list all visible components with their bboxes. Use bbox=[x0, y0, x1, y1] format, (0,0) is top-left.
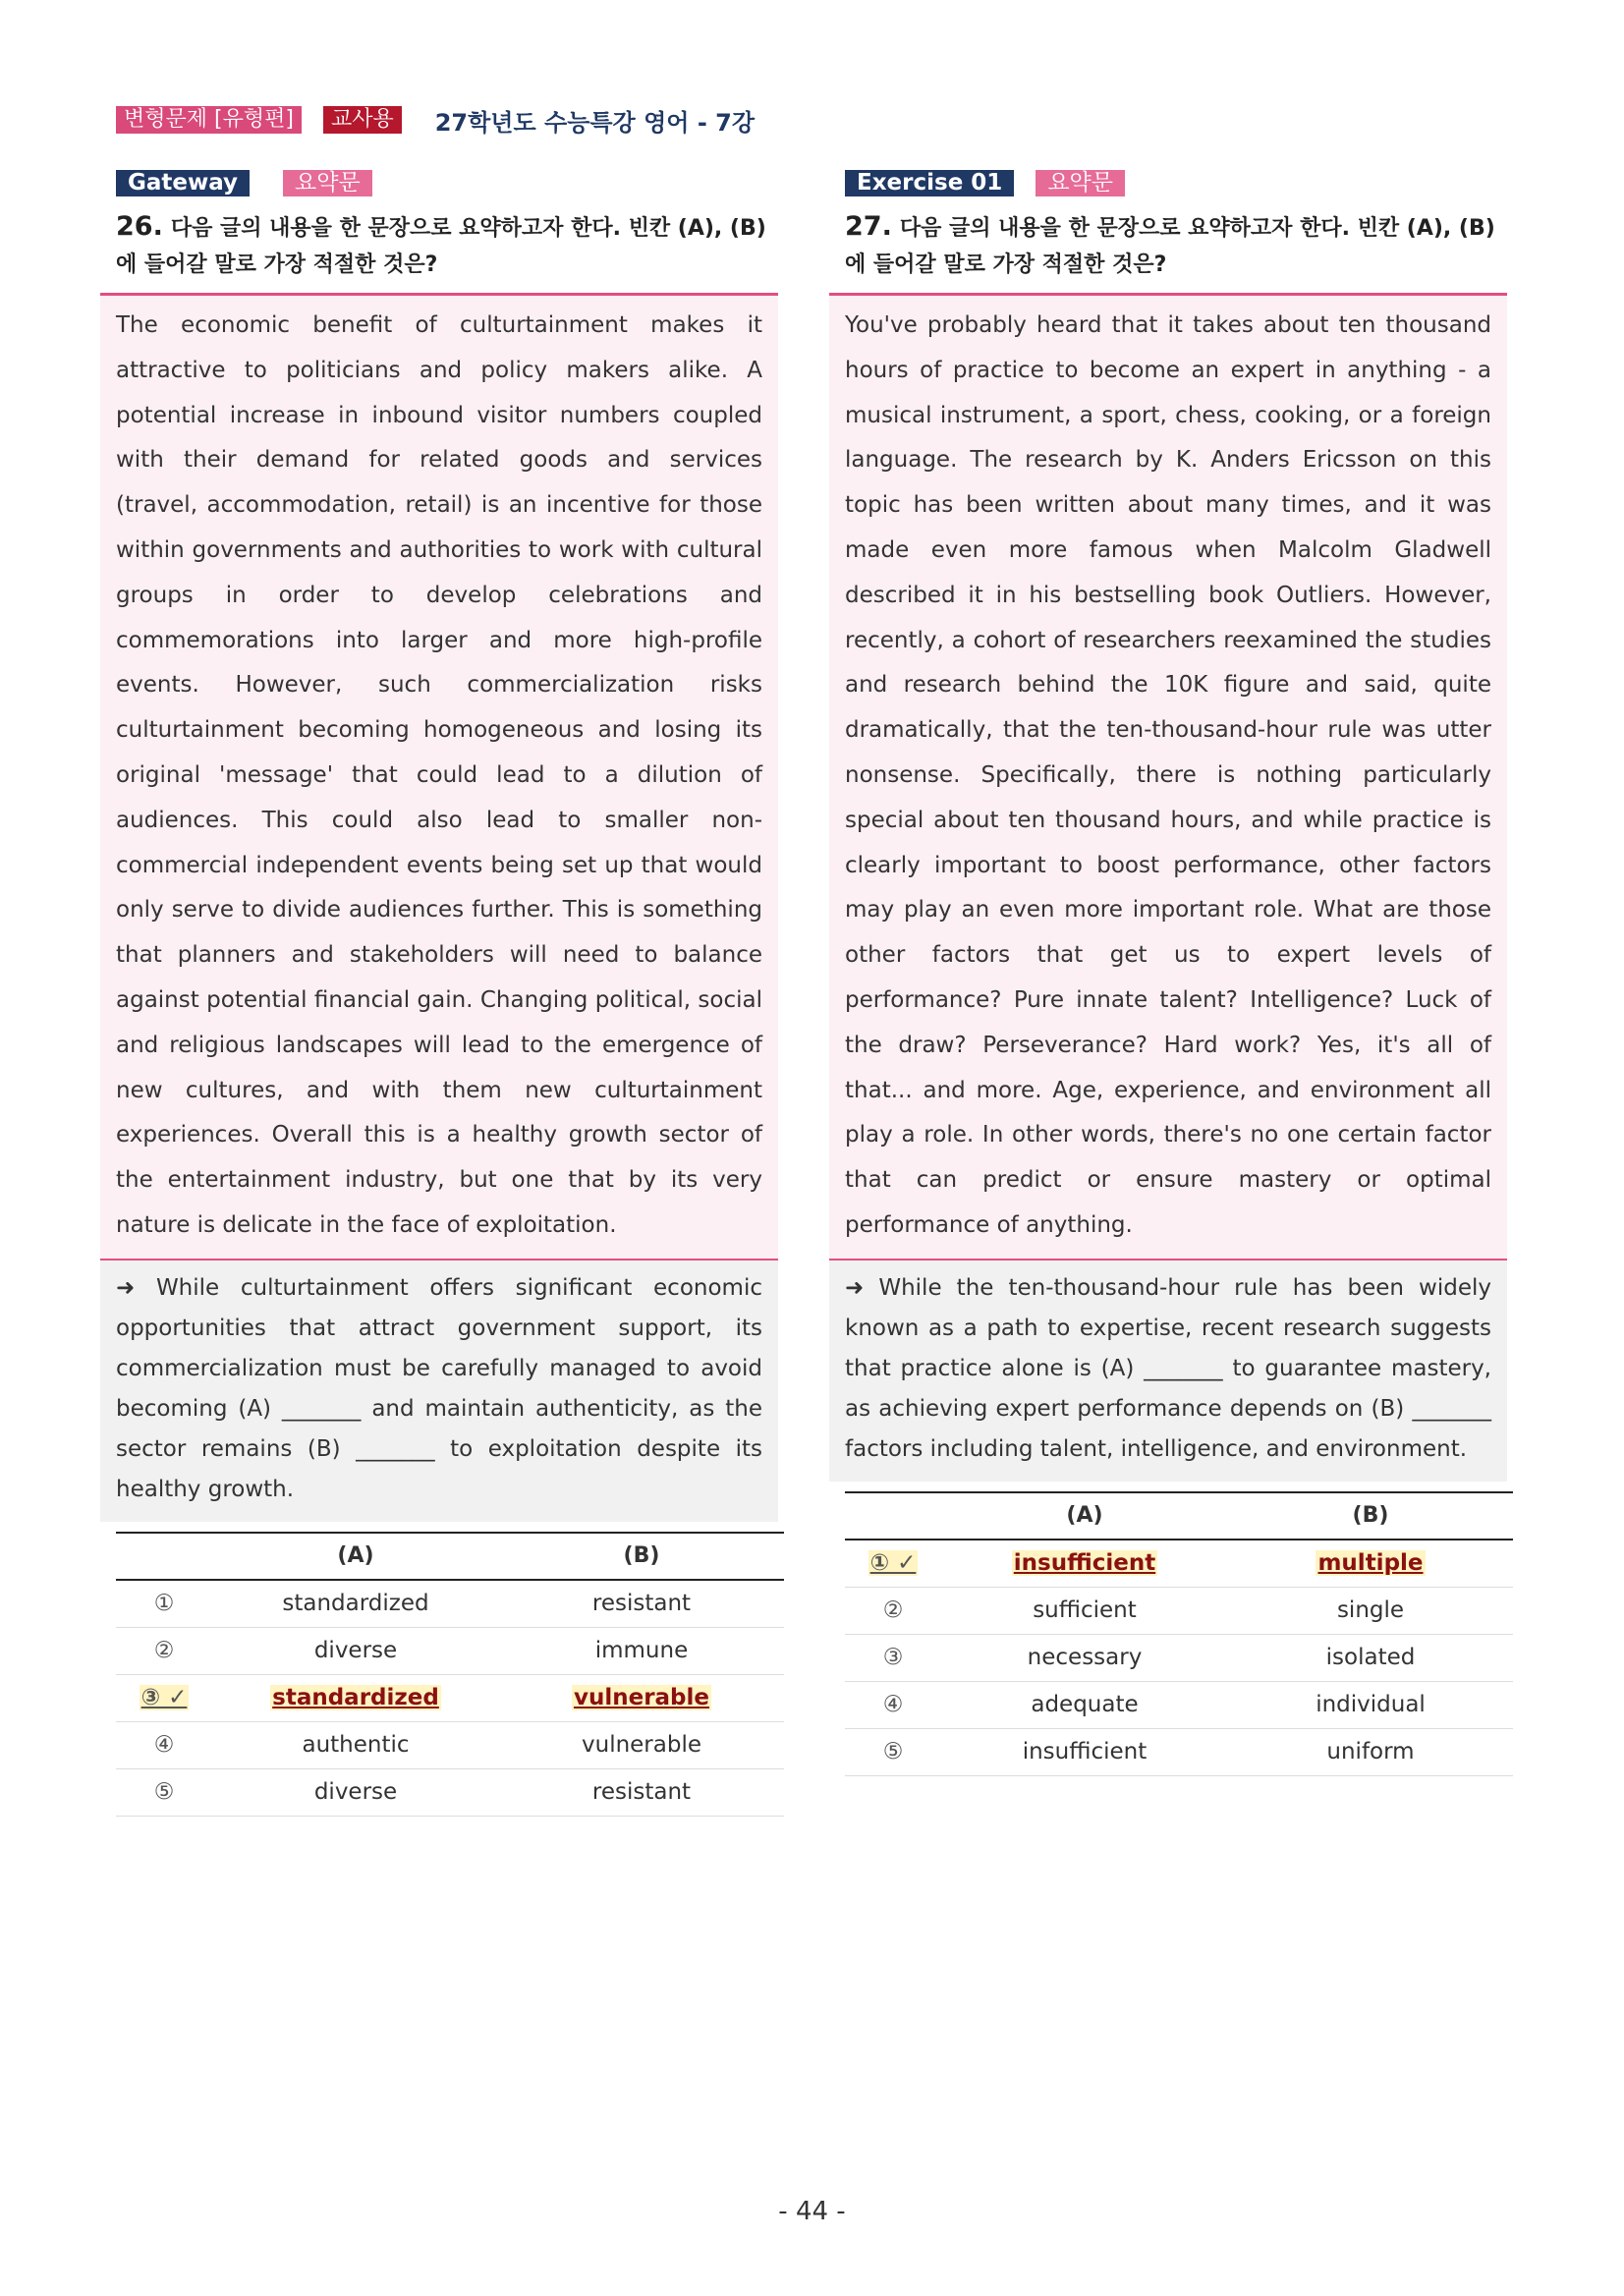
choices-header bbox=[845, 1492, 1513, 1540]
variant-tag: 변형문제 [유형편] bbox=[116, 106, 302, 134]
choice-number: ② bbox=[845, 1587, 941, 1634]
choice-number bbox=[116, 1674, 212, 1721]
choice-b: immune bbox=[499, 1627, 784, 1674]
question-27 bbox=[829, 169, 1507, 1776]
column-a-header: (A) bbox=[941, 1492, 1228, 1540]
teacher-tag: 교사용 bbox=[323, 106, 402, 134]
page-number: - 44 - bbox=[778, 2197, 846, 2226]
choice-number: ④ bbox=[845, 1681, 941, 1728]
choice-a: authentic bbox=[212, 1721, 499, 1768]
badge-row bbox=[845, 169, 1507, 196]
type-badge: 요약문 bbox=[283, 170, 372, 196]
question-stem bbox=[116, 208, 784, 283]
choices-header bbox=[116, 1533, 784, 1580]
choice-b: uniform bbox=[1228, 1728, 1513, 1775]
choice-a: diverse bbox=[212, 1627, 499, 1674]
section-badge: Exercise 01 bbox=[845, 170, 1014, 196]
choice-a: standardized bbox=[212, 1580, 499, 1628]
choice-number: ⑤ bbox=[845, 1728, 941, 1775]
choice-row-correct[interactable] bbox=[116, 1674, 784, 1721]
correct-answer-b: vulnerable bbox=[573, 1685, 710, 1711]
choice-number: ⑤ bbox=[116, 1768, 212, 1816]
choice-row[interactable] bbox=[845, 1587, 1513, 1634]
choice-a: necessary bbox=[941, 1634, 1228, 1681]
question-stem bbox=[845, 208, 1513, 283]
choice-row[interactable] bbox=[116, 1721, 784, 1768]
question-number: 27. bbox=[845, 211, 892, 242]
choice-number: ③ bbox=[845, 1634, 941, 1681]
question-text: 다음 글의 내용을 한 문장으로 요약하고자 한다. 빈칸 (A), (B)에 들어갈 말로 가장 적절한 것은? bbox=[845, 216, 1495, 277]
choice-number: ① bbox=[116, 1580, 212, 1628]
choice-b bbox=[1228, 1540, 1513, 1588]
choice-b: resistant bbox=[499, 1768, 784, 1816]
choice-num-header bbox=[116, 1533, 212, 1580]
question-number: 26. bbox=[116, 211, 163, 242]
choice-number: ④ bbox=[116, 1721, 212, 1768]
correct-answer-b: multiple bbox=[1317, 1550, 1424, 1577]
type-badge: 요약문 bbox=[1036, 170, 1125, 196]
choice-row[interactable] bbox=[845, 1681, 1513, 1728]
column-a-header: (A) bbox=[212, 1533, 499, 1580]
choice-row[interactable] bbox=[116, 1580, 784, 1628]
choice-number: ② bbox=[116, 1627, 212, 1674]
badge-row bbox=[116, 169, 778, 196]
section-badge: Gateway bbox=[116, 170, 250, 196]
choice-num-header bbox=[845, 1492, 941, 1540]
choice-a: sufficient bbox=[941, 1587, 1228, 1634]
answer-choices-table bbox=[845, 1491, 1513, 1776]
choice-row[interactable] bbox=[116, 1627, 784, 1674]
choice-b: vulnerable bbox=[499, 1721, 784, 1768]
choice-b: resistant bbox=[499, 1580, 784, 1628]
question-text: 다음 글의 내용을 한 문장으로 요약하고자 한다. 빈칸 (A), (B)에 들어갈 말로 가장 적절한 것은? bbox=[116, 216, 766, 277]
correct-answer-a: standardized bbox=[272, 1685, 439, 1711]
header-title: 27학년도 수능특강 영어 - 7강 bbox=[434, 108, 756, 137]
choice-a: diverse bbox=[212, 1768, 499, 1816]
column-b-header: (B) bbox=[499, 1533, 784, 1580]
summary-sentence: ➜ While the ten-thousand-hour rule has been widely known as a path to expertise, recent research suggests that practice alone is (A) _______ to guarantee mastery, as achieving expert performance depends on (B) _______ factors including talent, intelligence, and environment. bbox=[829, 1260, 1507, 1482]
choice-row[interactable] bbox=[116, 1768, 784, 1816]
passage: The economic benefit of culturtainment makes it attractive to politicians and policy makers alike. A potential increase in inbound visitor numbers coupled with their demand for related goods and services (travel, accommodation, retail) is an incentive for those within governments and authorities to work with cultural groups in order to develop celebrations and commemorations into larger and more high-profile events. However, such commercialization risks culturtainment becoming homogeneous and losing its original 'message' that could lead to a dilution of audiences. This could also lead to smaller non-commercial independent events being set up that would only serve to divide audiences further. This is something that planners and stakeholders will need to balance against potential financial gain. Changing political, social and religious landscapes will lead to the emergence of new cultures, and with them new culturtainment experiences. Overall this is a healthy growth sector of the entertainment industry, but one that by its very nature is delicate in the face of exploitation. bbox=[100, 293, 778, 1260]
choice-b: individual bbox=[1228, 1681, 1513, 1728]
question-26 bbox=[100, 169, 778, 1817]
choice-b: single bbox=[1228, 1587, 1513, 1634]
choice-b: isolated bbox=[1228, 1634, 1513, 1681]
passage: You've probably heard that it takes about ten thousand hours of practice to become an expert in anything - a musical instrument, a sport, chess, cooking, or a foreign language. The research by K. Anders Ericsson on this topic has been written about many times, and it was made even more famous when Malcolm Gladwell described it in his bestselling book Outliers. However, recently, a cohort of researchers reexamined the studies and research behind the 10K figure and said, quite dramatically, that the ten-thousand-hour rule was utter nonsense. Specifically, there is nothing particularly special about ten thousand hours, and while practice is clearly important to boost performance, other factors may play an even more important role. What are those other factors that get us to expert levels of performance? Pure innate talent? Intelligence? Luck of the draw? Perseverance? Hard work? Yes, it's all of that... and more. Age, experience, and environment all play a role. In other words, there's no one certain factor that can predict or ensure mastery or optimal performance of anything. bbox=[829, 293, 1507, 1260]
choice-number bbox=[845, 1540, 941, 1588]
page-header bbox=[116, 104, 755, 136]
choice-row[interactable] bbox=[845, 1634, 1513, 1681]
column-b-header: (B) bbox=[1228, 1492, 1513, 1540]
correct-mark: ③ ✓ bbox=[140, 1685, 188, 1711]
correct-answer-a: insufficient bbox=[1013, 1550, 1156, 1577]
choice-row[interactable] bbox=[845, 1728, 1513, 1775]
choice-a: adequate bbox=[941, 1681, 1228, 1728]
summary-sentence: ➜ While culturtainment offers significant economic opportunities that attract government support, its commercialization must be carefully managed to avoid becoming (A) _______ and maintain authenticity, as the sector remains (B) _______ to exploitation despite its healthy growth. bbox=[100, 1260, 778, 1522]
choice-a bbox=[212, 1674, 499, 1721]
choice-row-correct[interactable] bbox=[845, 1540, 1513, 1588]
choice-b bbox=[499, 1674, 784, 1721]
correct-mark: ① ✓ bbox=[869, 1550, 917, 1577]
choice-a bbox=[941, 1540, 1228, 1588]
choice-a: insufficient bbox=[941, 1728, 1228, 1775]
answer-choices-table bbox=[116, 1532, 784, 1817]
